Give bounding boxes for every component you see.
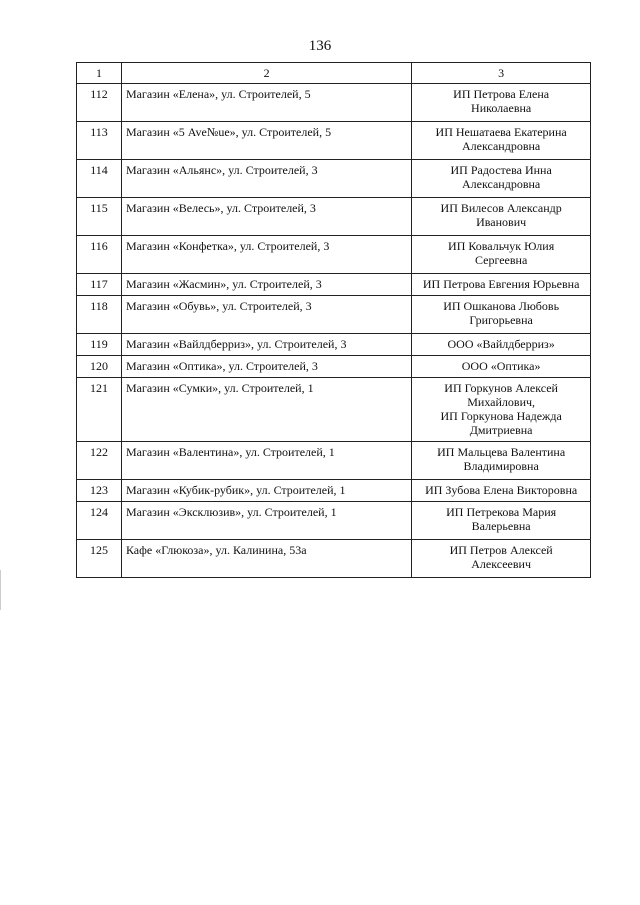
object-name: Магазин «Жасмин», ул. Строителей, 3 (121, 274, 411, 296)
table-row (77, 236, 591, 274)
owner-name: ИП Радостева Инна Александровна (412, 160, 591, 198)
owner-name: ИП Мальцева Валентина Владимировна (412, 442, 591, 480)
object-name: Магазин «Оптика», ул. Строителей, 3 (121, 356, 411, 378)
owner-name: ИП Вилесов Александр Иванович (412, 198, 591, 236)
row-number: 112 (77, 84, 122, 122)
row-number: 121 (77, 378, 122, 442)
object-name: Магазин «5 Ave№ue», ул. Строителей, 5 (121, 122, 411, 160)
registry-table (76, 62, 591, 578)
owner-name: ИП Петрекова Мария Валерьевна (412, 502, 591, 540)
owner-name: ИП Зубова Елена Викторовна (412, 480, 591, 502)
owner-name: ИП Петрова Елена Николаевна (412, 84, 591, 122)
row-number: 116 (77, 236, 122, 274)
table-row (77, 540, 591, 578)
object-name: Магазин «Обувь», ул. Строителей, 3 (121, 296, 411, 334)
table-row (77, 84, 591, 122)
table-header (77, 63, 591, 84)
table-row (77, 334, 591, 356)
table-row (77, 378, 591, 442)
row-number: 118 (77, 296, 122, 334)
row-number: 119 (77, 334, 122, 356)
header-col-2: 2 (121, 63, 411, 84)
object-name: Магазин «Вайлдберриз», ул. Строителей, 3 (121, 334, 411, 356)
row-number: 125 (77, 540, 122, 578)
table-row (77, 296, 591, 334)
owner-name: ИП Петрова Евгения Юрьевна (412, 274, 591, 296)
object-name: Магазин «Сумки», ул. Строителей, 1 (121, 378, 411, 442)
row-number: 122 (77, 442, 122, 480)
table-body (77, 84, 591, 578)
owner-name: ООО «Оптика» (412, 356, 591, 378)
row-number: 113 (77, 122, 122, 160)
object-name: Кафе «Глюкоза», ул. Калинина, 53а (121, 540, 411, 578)
object-name: Магазин «Велесь», ул. Строителей, 3 (121, 198, 411, 236)
table-row (77, 160, 591, 198)
table-row (77, 480, 591, 502)
object-name: Магазин «Кубик-рубик», ул. Строителей, 1 (121, 480, 411, 502)
table-row (77, 274, 591, 296)
owner-name: ИП Нешатаева Екатерина Александровна (412, 122, 591, 160)
row-number: 114 (77, 160, 122, 198)
object-name: Магазин «Елена», ул. Строителей, 5 (121, 84, 411, 122)
owner-name: ИП Горкунов Алексей Михайлович, ИП Горкунова Надежда Дмитриевна (412, 378, 591, 442)
object-name: Магазин «Валентина», ул. Строителей, 1 (121, 442, 411, 480)
header-col-1: 1 (77, 63, 122, 84)
table-row (77, 502, 591, 540)
owner-name: ООО «Вайлдберриз» (412, 334, 591, 356)
object-name: Магазин «Эксклюзив», ул. Строителей, 1 (121, 502, 411, 540)
table-row (77, 122, 591, 160)
scan-edge-mark (0, 570, 1, 610)
table-row (77, 198, 591, 236)
owner-name: ИП Ковальчук Юлия Сергеевна (412, 236, 591, 274)
row-number: 123 (77, 480, 122, 502)
table-row (77, 442, 591, 480)
owner-name: ИП Ошканова Любовь Григорьевна (412, 296, 591, 334)
row-number: 124 (77, 502, 122, 540)
header-col-3: 3 (412, 63, 591, 84)
header-row (77, 63, 591, 84)
row-number: 115 (77, 198, 122, 236)
object-name: Магазин «Конфетка», ул. Строителей, 3 (121, 236, 411, 274)
table-row (77, 356, 591, 378)
object-name: Магазин «Альянс», ул. Строителей, 3 (121, 160, 411, 198)
page-number: 136 (308, 38, 332, 54)
row-number: 120 (77, 356, 122, 378)
row-number: 117 (77, 274, 122, 296)
owner-name: ИП Петров Алексей Алексеевич (412, 540, 591, 578)
